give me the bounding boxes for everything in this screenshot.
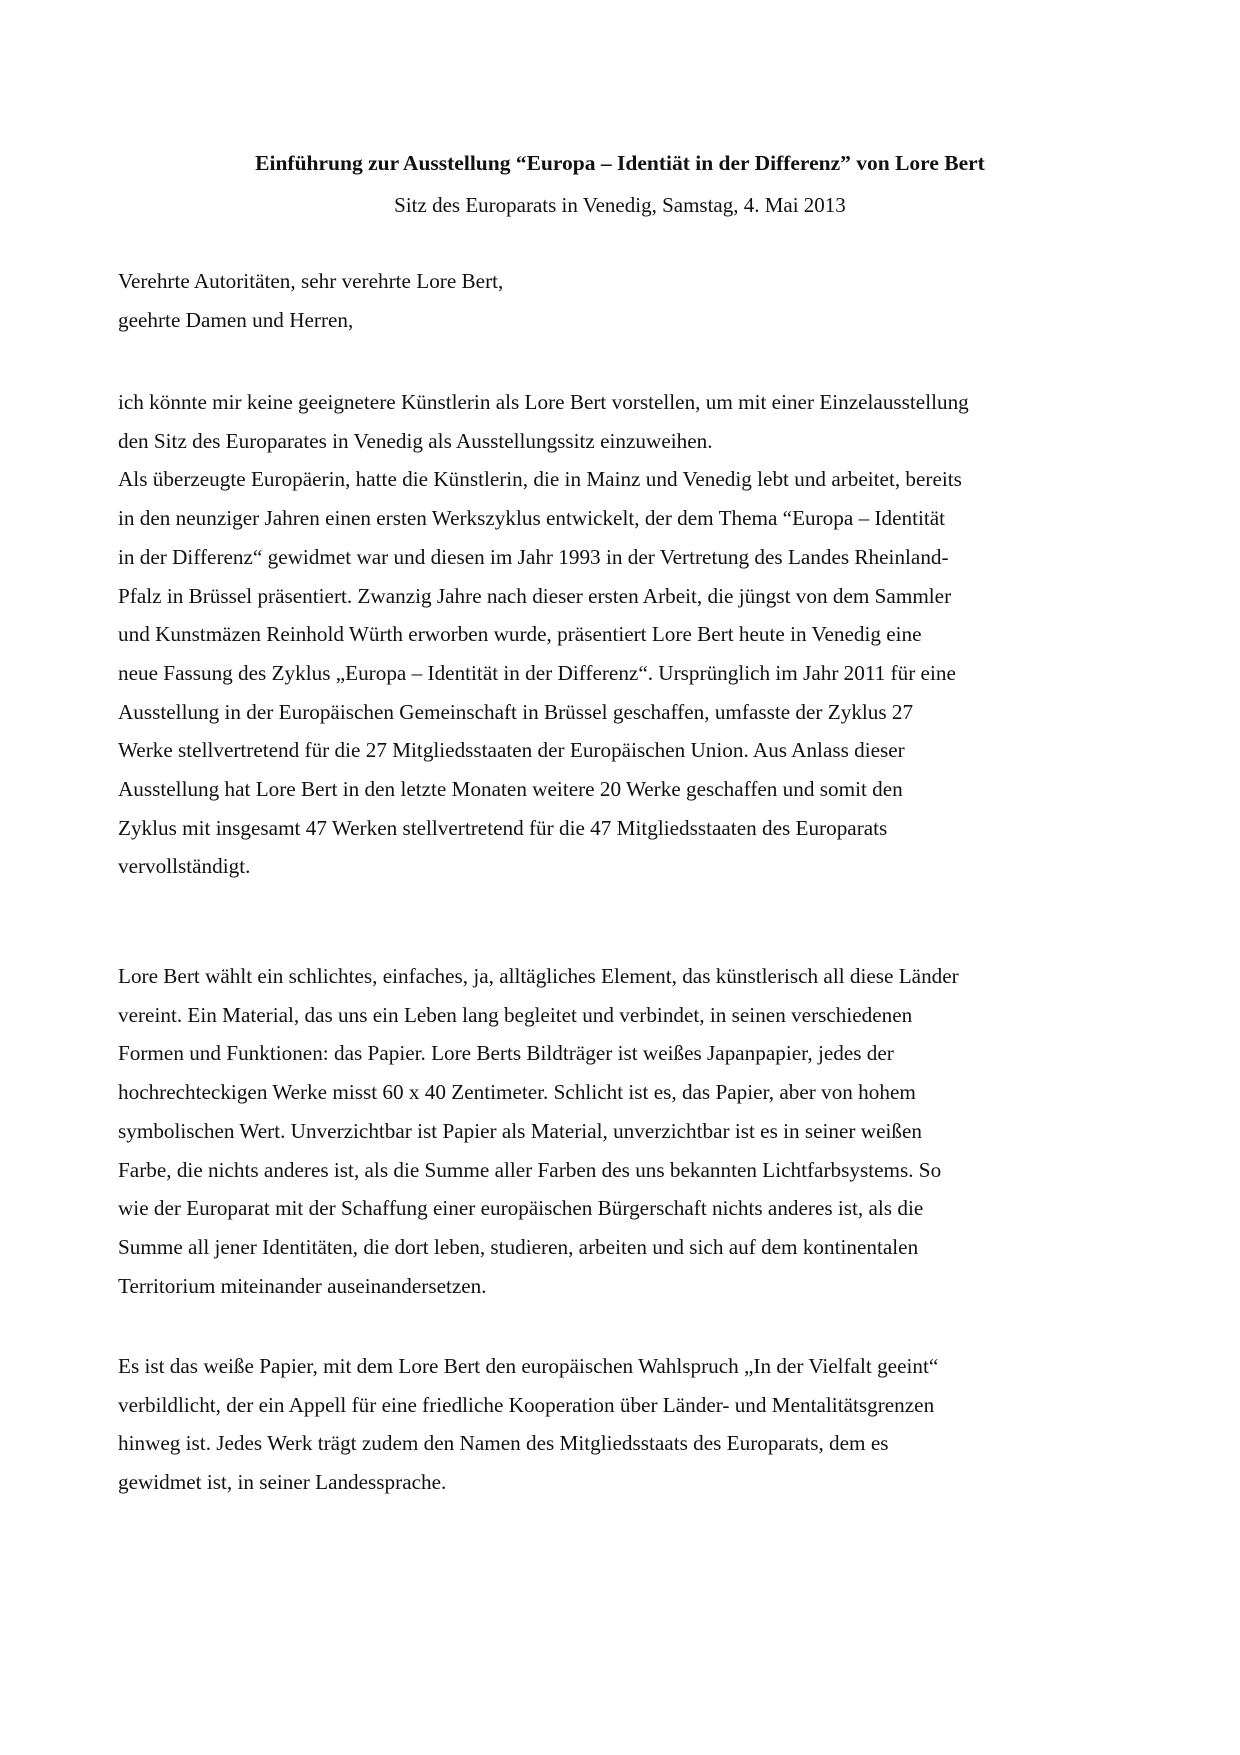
salutation [118, 262, 1158, 339]
salutation-line: Verehrte Autoritäten, sehr verehrte Lore Bert, [118, 269, 504, 293]
text-line: verbildlicht, der ein Appell für eine friedliche Kooperation über Länder- und Mentalitätsgrenzen [118, 1392, 935, 1417]
text-line: symbolischen Wert. Unverzichtbar ist Papier als Material, unverzichtbar ist es in seiner weißen [118, 1118, 922, 1143]
text-line: vereint. Ein Material, das uns ein Leben lang begleitet und verbindet, in seinen verschiedenen [118, 1002, 913, 1027]
text-line: hochrechteckigen Werke misst 60 x 40 Zentimeter. Schlicht ist es, das Papier, aber von hohem [118, 1080, 916, 1105]
paragraph-3 [118, 1347, 1158, 1502]
text-line: Farbe, die nichts anderes ist, als die Summe aller Farben des uns bekannten Lichtfarbsystems. So [118, 1157, 942, 1182]
text-line: in der Differenz“ gewidmet war und diesen im Jahr 1993 in der Vertretung des Landes Rheinland- [118, 544, 949, 569]
text-line: den Sitz des Europarates in Venedig als Ausstellungssitz einzuweihen. [118, 428, 713, 453]
text-line: gewidmet ist, in seiner Landessprache. [118, 1470, 447, 1495]
text-line: ich könnte mir keine geeignetere Künstlerin als Lore Bert vorstellen, um mit einer Einzelausstellung [118, 390, 969, 414]
text-line: Ausstellung hat Lore Bert in den letzte Monaten weitere 20 Werke geschaffen und somit den [118, 777, 903, 802]
text-line: in den neunziger Jahren einen ersten Werkszyklus entwickelt, der dem Thema “Europa – Identität [118, 506, 946, 531]
text-line: Pfalz in Brüssel präsentiert. Zwanzig Jahre nach dieser ersten Arbeit, die jüngst von dem Sammler [118, 583, 952, 608]
text-line: Ausstellung in der Europäischen Gemeinschaft in Brüssel geschaffen, umfasste der Zyklus 27 [118, 699, 914, 724]
text-line: und Kunstmäzen Reinhold Würth erworben wurde, präsentiert Lore Bert heute in Venedig eine [118, 622, 922, 647]
paragraph-1 [118, 383, 1158, 886]
text-line: Werke stellvertretend für die 27 Mitgliedsstaaten der Europäischen Union. Aus Anlass dieser [118, 738, 905, 763]
paragraph-2 [118, 957, 1158, 1305]
text-line: Lore Bert wählt ein schlichtes, einfaches, ja, alltägliches Element, das künstlerisch all diese Länder [118, 964, 959, 988]
text-line: Territorium miteinander auseinandersetzen. [118, 1273, 487, 1298]
document-subtitle: Sitz des Europarats in Venedig, Samstag, 4. Mai 2013 [394, 193, 846, 217]
text-line: hinweg ist. Jedes Werk trägt zudem den Namen des Mitgliedsstaats des Europarats, dem es [118, 1431, 889, 1456]
text-line: Als überzeugte Europäerin, hatte die Künstlerin, die in Mainz und Venedig lebt und arbeitet, bereits [118, 467, 962, 492]
document-title: Einführung zur Ausstellung “Europa – Identiät in der Differenz” von Lore Bert [255, 151, 985, 175]
text-line: wie der Europarat mit der Schaffung einer europäischen Bürgerschaft nichts anderes ist, als die [118, 1196, 924, 1221]
text-line: vervollständigt. [118, 854, 251, 879]
text-line: Es ist das weiße Papier, mit dem Lore Bert den europäischen Wahlspruch „In der Vielfalt geeint“ [118, 1354, 939, 1378]
text-line: neue Fassung des Zyklus „Europa – Identität in der Differenz“. Ursprünglich im Jahr 2011 für eine [118, 660, 956, 685]
text-line: Summe all jener Identitäten, die dort leben, studieren, arbeiten und sich auf dem kontinentalen [118, 1234, 919, 1259]
salutation-line: geehrte Damen und Herren, [118, 307, 354, 332]
text-line: Formen und Funktionen: das Papier. Lore Berts Bildträger ist weißes Japanpapier, jedes der [118, 1041, 894, 1066]
text-line: Zyklus mit insgesamt 47 Werken stellvertretend für die 47 Mitgliedsstaaten des Europarats [118, 815, 888, 840]
